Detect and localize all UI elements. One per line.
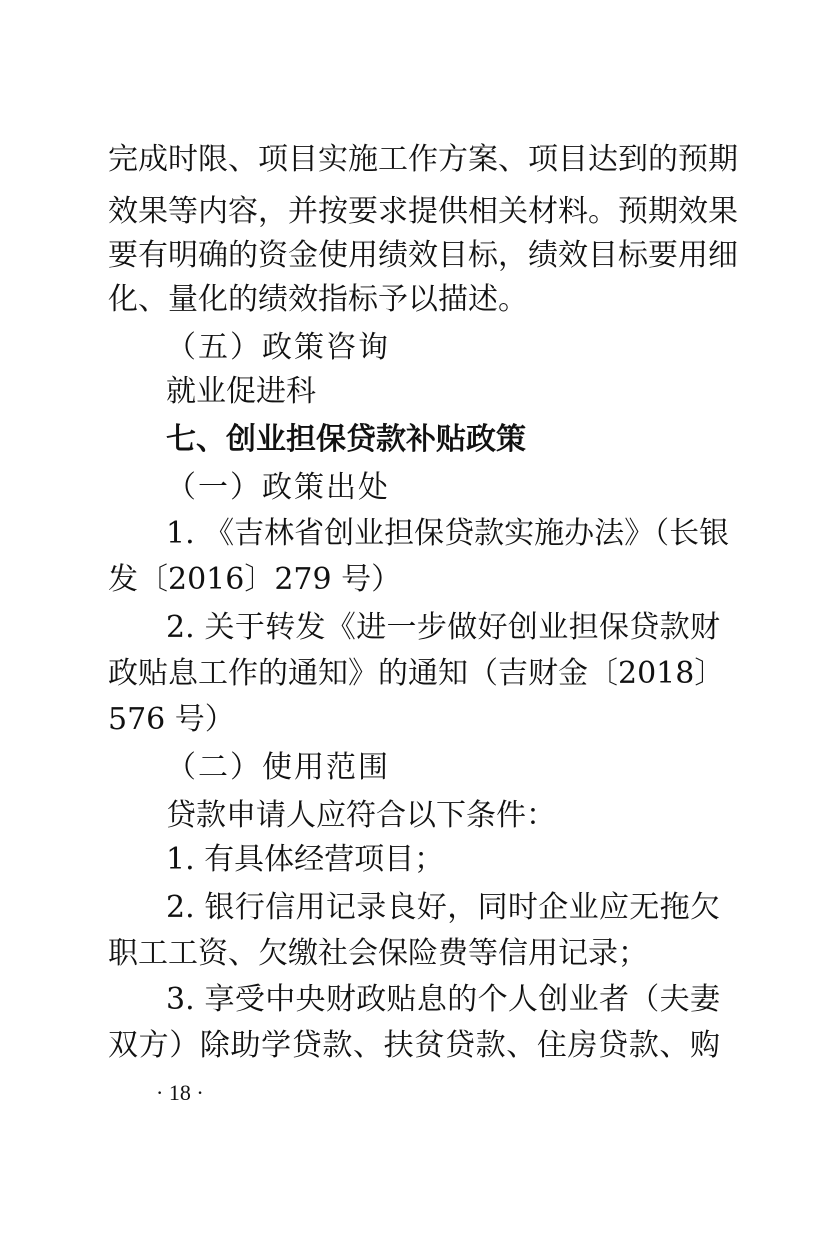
body-text-line: 要有明确的资金使用绩效目标，绩效目标要用细	[108, 238, 738, 273]
subsection-heading: （五）政策咨询	[166, 330, 390, 365]
section-heading: 七、创业担保贷款补贴政策	[166, 422, 526, 457]
list-item-text: 2. 银行信用记录良好，同时企业应无拖欠	[166, 890, 720, 925]
body-text-line: 贷款申请人应符合以下条件：	[166, 798, 556, 833]
body-text-line: 化、量化的绩效指标予以描述。	[108, 282, 528, 317]
body-text-line: 就业促进科	[166, 374, 316, 409]
list-item-text: 1. 《吉林省创业担保贷款实施办法》（长银	[166, 516, 730, 551]
page-number: · 18 ·	[156, 1080, 204, 1105]
subsection-heading: （一）政策出处	[166, 470, 390, 505]
list-item-text: 双方）除助学贷款、扶贫贷款、住房贷款、购	[108, 1028, 720, 1063]
list-item-text: 政贴息工作的通知》的通知（吉财金〔2018〕	[108, 656, 725, 691]
list-item-text: 3. 享受中央财政贴息的个人创业者（夫妻	[166, 982, 720, 1017]
list-item-text: 职工工资、欠缴社会保险费等信用记录；	[108, 936, 648, 971]
body-text-line: 效果等内容，并按要求提供相关材料。预期效果	[108, 194, 738, 229]
list-item-text: 1. 有具体经营项目；	[166, 842, 445, 877]
list-item-text: 576 号）	[108, 702, 235, 737]
subsection-heading: （二）使用范围	[166, 750, 390, 785]
list-item-text: 2. 关于转发《进一步做好创业担保贷款财	[166, 610, 720, 645]
body-text-line: 完成时限、项目实施工作方案、项目达到的预期	[108, 142, 738, 177]
list-item-text: 发〔2016〕279 号）	[108, 562, 402, 597]
